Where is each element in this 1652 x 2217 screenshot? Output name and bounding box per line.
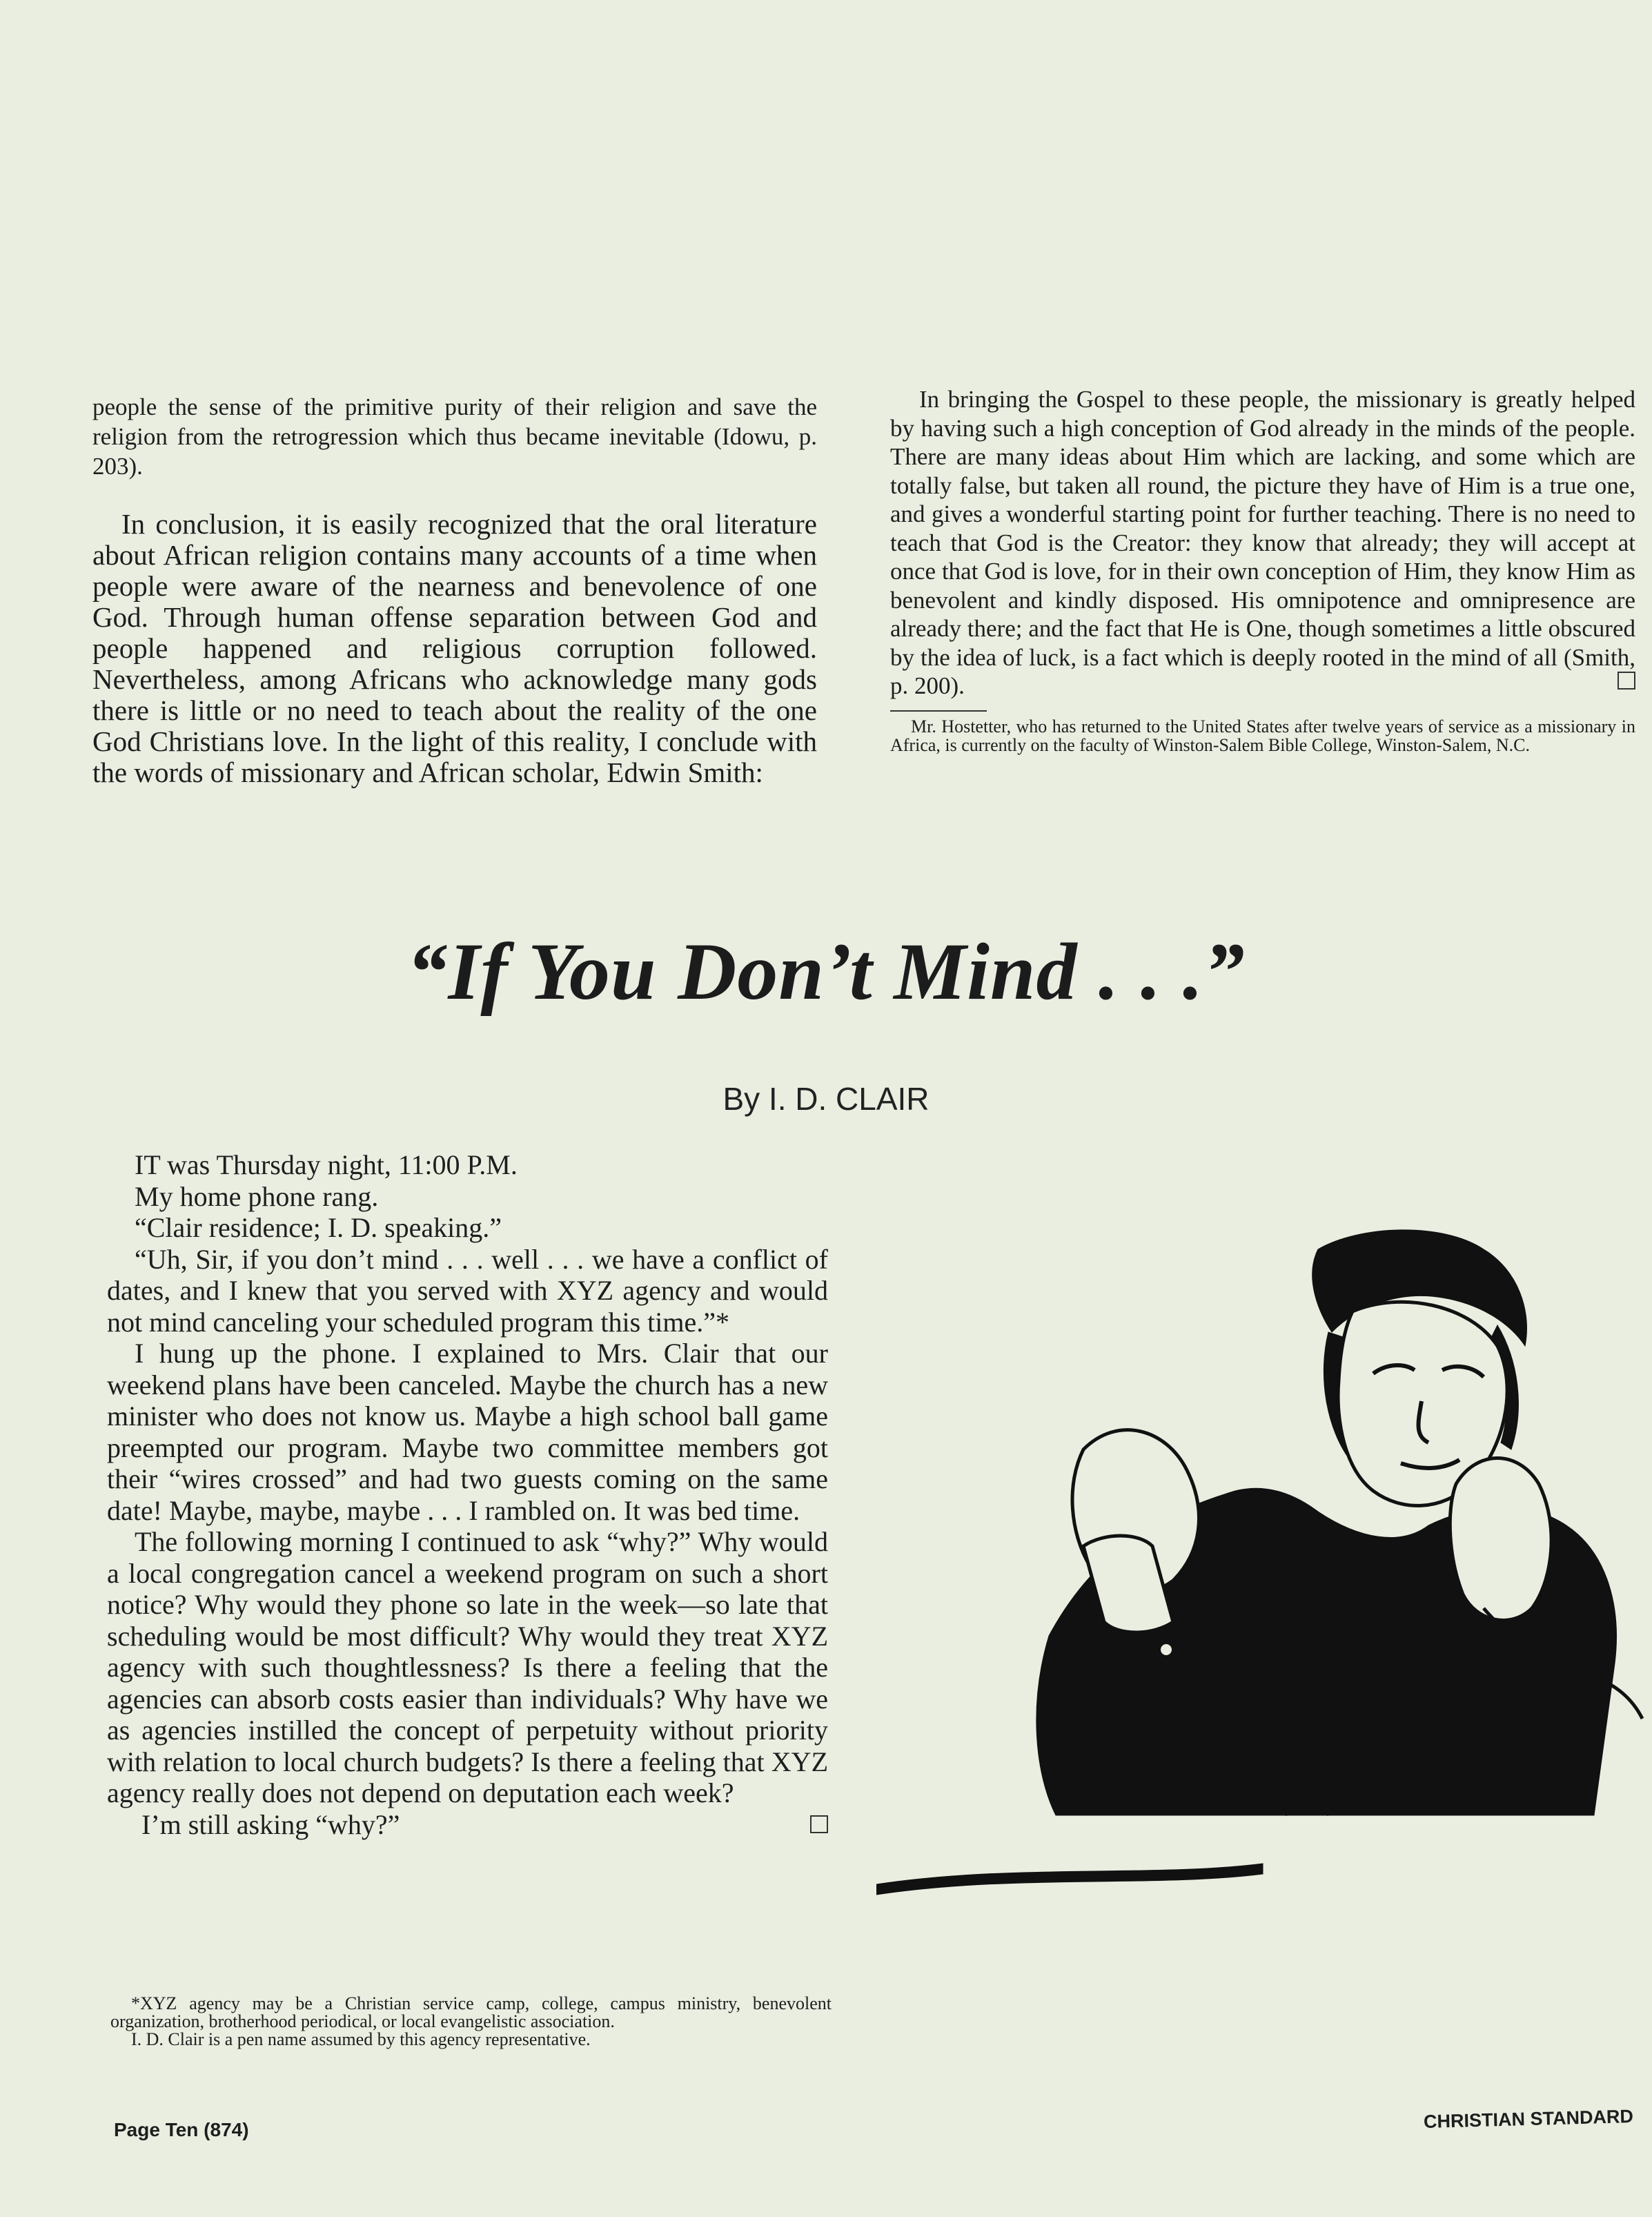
article-paragraph: My home phone rang.	[135, 1180, 379, 1212]
top-right-column	[890, 385, 1635, 754]
footnotes	[110, 1995, 832, 2049]
end-mark-icon	[810, 1815, 828, 1833]
article-byline: By I. D. CLAIR	[722, 1081, 930, 1117]
top-left-column	[92, 392, 817, 788]
publication-name: CHRISTIAN STANDARD	[1423, 2106, 1634, 2132]
article-paragraph: IT was Thursday night, 11:00 P.M.	[135, 1149, 518, 1180]
closing-text: I’m still asking “why?”	[141, 1808, 400, 1840]
man-on-telephone-illustration	[876, 1222, 1649, 1940]
conclusion-paragraph: In conclusion, it is easily recognized that the oral literature about African religion contains many accounts of a time when people were aware of the nearness and benevolence of one God. Through human offense separation between God and people happened and religious corruption followed. Nevertheless, among Africans who acknowledge many gods there is little or no need to teach about the reality of the one God Christians love. In the light of this reality, I conclude with the words of missionary and African scholar, Edwin Smith:	[92, 508, 817, 788]
end-mark-icon	[1617, 672, 1635, 690]
article-paragraph: I hung up the phone. I explained to Mrs. Clair that our weekend plans have been canceled. Maybe the church has a new minister who does not know us. Maybe a high school ball game preempted our program. Maybe two committee members got their “wires crossed” and had two guests coming on the same date! Maybe, maybe, maybe . . . I rambled on. It was bed time.	[107, 1338, 828, 1526]
author-bio: Mr. Hostetter, who has returned to the United States after twelve years of service as a missionary in Africa, is currently on the faculty of Winston-Salem Bible College, Winston-Salem, N.C.	[890, 716, 1635, 755]
article-body	[107, 1149, 828, 1840]
closing-line	[107, 1809, 828, 1840]
page-number: Page Ten (874)	[114, 2119, 249, 2140]
quote-text: In bringing the Gospel to these people, the missionary is greatly helped by having such a high conception of God already in the minds of the people. There are many ideas about Him which are lacking, and some which are totally false, but taken all round, the picture they have of Him is a true one, and gives a wonderful starting point for further teaching. There is no need to teach that God is the Creator: they know that already; they will accept at once that God is love, for in their own conception of Him, they know Him as benevolent and kindly disposed. His omnipotence and omnipresence are already there; and the fact that He is One, though sometimes a little obscured by the idea of luck, is a fact which is deeply rooted in the mind of all (Smith, p. 200).	[890, 386, 1635, 699]
continued-paragraph: people the sense of the primitive purity of their religion and save the religion from the retrogression which thus became inevitable (Idowu, p. 203).	[92, 393, 817, 480]
article-paragraph: “Clair residence; I. D. speaking.”	[135, 1212, 502, 1243]
article-paragraph: “Uh, Sir, if you don’t mind . . . well . . . we have a conflict of dates, and I knew that you served with XYZ agency and would not mind canceling your scheduled program this time.”*	[107, 1243, 828, 1338]
article-title: “If You Don’t Mind . . .”	[406, 926, 1246, 1017]
footnote: I. D. Clair is a pen name assumed by this agency representative.	[131, 2029, 591, 2049]
quote-paragraph	[890, 385, 1635, 701]
footnote: *XYZ agency may be a Christian service camp, college, campus ministry, benevolent organization, brotherhood periodical, or local evangelistic association.	[110, 1993, 832, 2031]
divider	[890, 710, 987, 712]
article-paragraph: The following morning I continued to ask “why?” Why would a local congregation cancel a weekend program on such a short notice? Why would they phone so late in the week—so late that scheduling would be most difficult? Why would they treat XYZ agency with such thoughtlessness? Is there a feeling that the agencies can absorb costs easier than individuals? Why have we as agencies instilled the concept of perpetuity without priority with relation to local church budgets? Is there a feeling that XYZ agency really does not depend on deputation each week?	[107, 1526, 828, 1808]
